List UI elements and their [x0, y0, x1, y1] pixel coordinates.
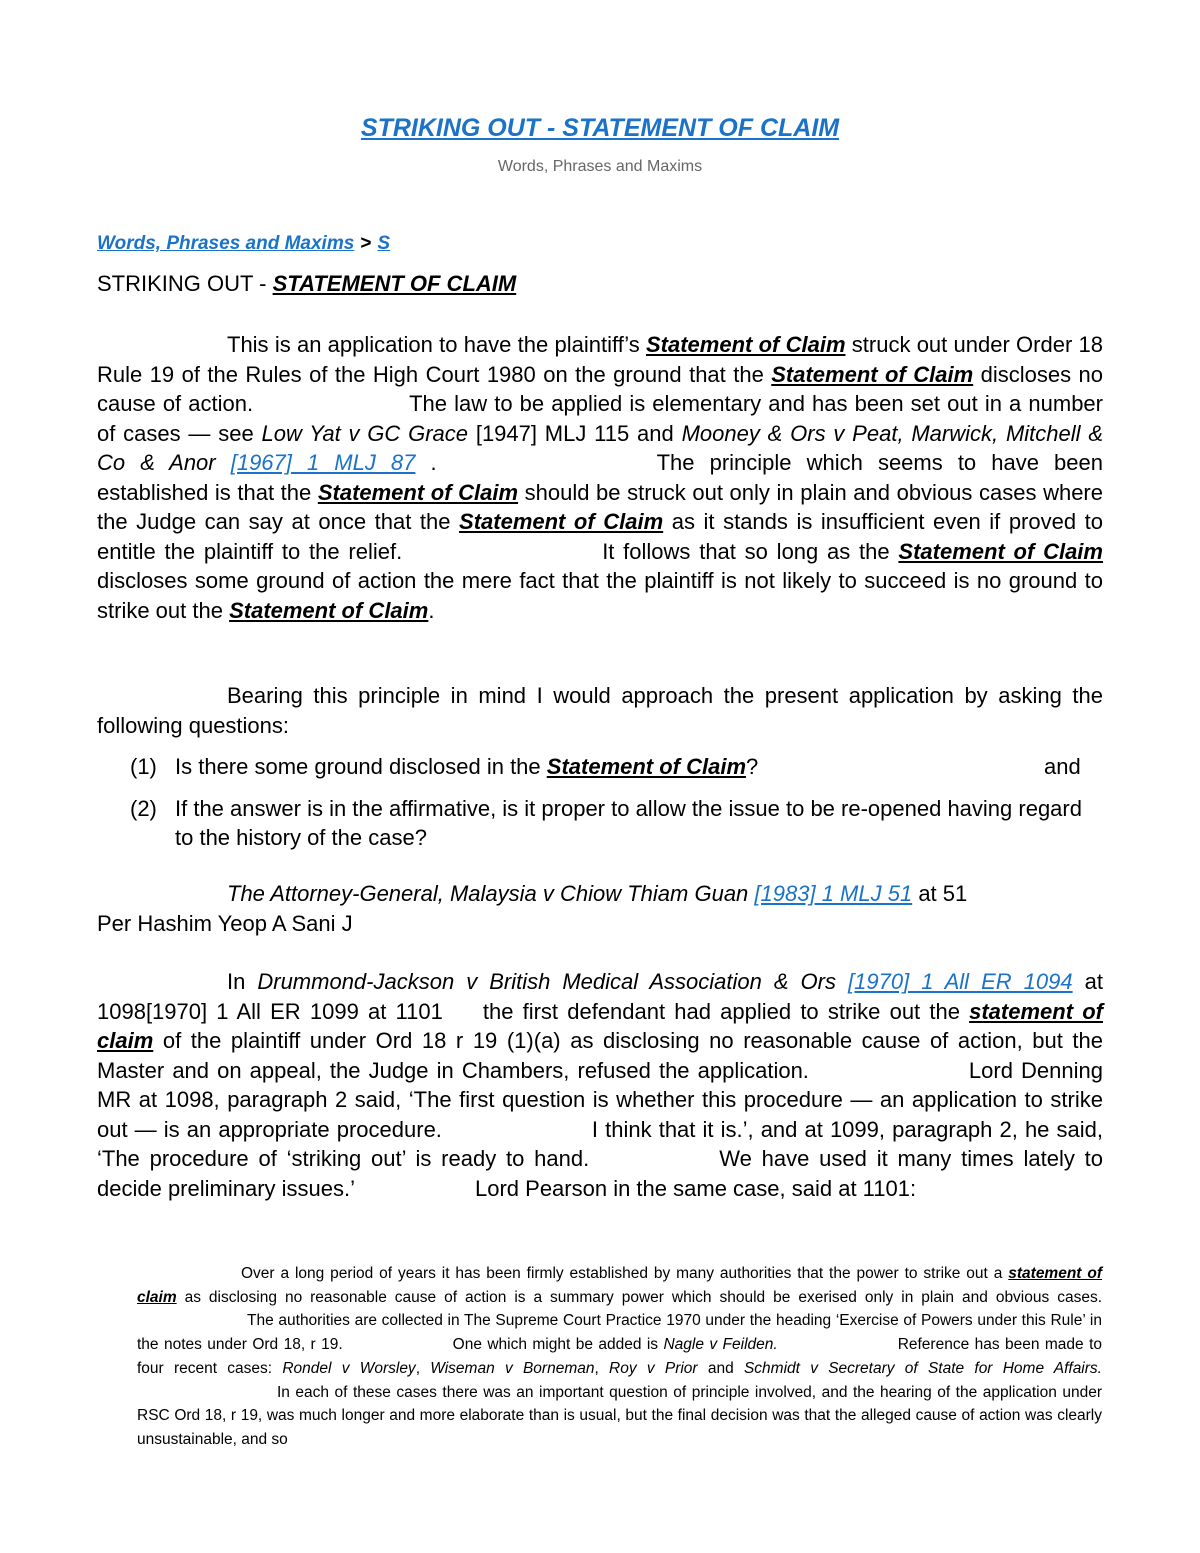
case-name: Roy v Prior — [609, 1359, 698, 1377]
p1-text-a: This is an application to have the plaintiff’s — [227, 332, 646, 357]
term-statement-of-claim: statement of claim — [97, 998, 1103, 1053]
p3-text-a: In — [227, 969, 258, 994]
case-name: Mooney & Ors v Peat, Marwick, Mitchell & Co & Anor — [97, 420, 1103, 475]
citation-link[interactable]: [1970] 1 All ER 1094 — [848, 969, 1073, 994]
term-statement-of-claim: Statement of Claim — [546, 754, 747, 779]
paragraph-3 — [97, 967, 1103, 1203]
term-statement-of-claim: Statement of Claim — [645, 332, 846, 357]
case-name: The Attorney-General, Malaysia v Chiow Thiam Guan — [227, 881, 749, 906]
citation-paragraph — [97, 879, 1103, 938]
p1-text-i: as it stands is insufficient even if proved to entitle the plaintiff to the relief. — [97, 509, 1103, 564]
p1-text-l: . — [428, 597, 435, 623]
citation-link[interactable]: [1983] 1 MLJ 51 — [754, 881, 913, 906]
p3-text-f: I think that it is.’, and at 1099, paragraph 2, he said, ‘The procedure of ‘striking out’ is ready to hand. — [97, 1116, 1103, 1171]
question-list — [97, 752, 1103, 853]
cite-at: at 51 — [912, 881, 968, 906]
list-item — [97, 752, 1103, 782]
p1-text-g: The principle which seems to have been established is that the — [97, 450, 1103, 505]
case-name: Schmidt v Secretary of State for Home Affairs. — [743, 1359, 1102, 1377]
case-name: Low Yat v GC Grace — [261, 420, 469, 446]
p1-text-e: [1947] MLJ 115 and — [468, 420, 682, 446]
p3-text-c: the first defendant had applied to strike out the — [482, 998, 970, 1024]
heading-term: STATEMENT OF CLAIM — [272, 271, 517, 296]
p3-text-b: at 1098[1970] 1 All ER 1099 at 1101 — [97, 969, 1103, 1024]
breadcrumb-root-link[interactable]: Words, Phrases and Maxims — [97, 233, 355, 254]
paragraph-2 — [97, 681, 1103, 740]
case-name: Nagle v Feilden. — [663, 1336, 778, 1354]
term-statement-of-claim: Statement of Claim — [898, 538, 1103, 564]
p3-text-d: of the plaintiff under Ord 18 r 19 (1)(a) as disclosing no reasonable cause of action, but the Master and on appeal, the Judge in Chambers, refused the application. — [97, 1028, 1103, 1083]
breadcrumb-letter-link[interactable]: S — [377, 233, 391, 254]
term-statement-of-claim: statement of claim — [137, 1265, 1102, 1306]
p1-text-c: discloses no cause of action. — [97, 361, 1104, 416]
block-quote: Over a long period of years it has been firmly established by many authorities that the power to strike out a statement of claim as disclosing no reasonable cause of action is a summary power which should be exerised only in plain and obvious cases.The authorities are collected in The Supreme Court Practice 1970 under the heading ‘Exercise of Powers under this Rule’ in the notes under Ord 18, r 19. One which might be added is Nagle v Feilden. Reference has been made to four recent cases: Rondel v Worsley, Wiseman v Borneman, Roy v Prior and Schmidt v Secretary of State for Home Affairs.In each of these cases there was an important question of principle involved, and the hearing of the application under RSC Ord 18, r 19, was much longer and more elaborate than is usual, but the final decision was that the alleged cause of action was clearly unsustainable, and so — [137, 1265, 1103, 1448]
case-name: Drummond-Jackson v British Medical Association & Ors — [257, 969, 836, 994]
quote-text-e: Reference has been made to four recent cases: — [137, 1336, 1103, 1377]
quote-text-c: The authorities are collected in The Supreme Court Practice 1970 under the heading ‘Exercise of Powers under this Rule’ in the notes under Ord 18, r 19. — [137, 1312, 1102, 1354]
quote-text-a: Over a long period of years it has been firmly established by many authorities that the power to strike out a — [241, 1265, 1009, 1282]
p1-text-h: should be struck out only in plain and obvious cases where the Judge can say at once that the — [97, 479, 1103, 534]
list-number: (1) — [130, 754, 157, 779]
paragraph-1 — [97, 330, 1103, 625]
q1-qmark: ? — [746, 754, 759, 779]
p3-text-h: Lord Pearson in the same case, said at 1101: — [475, 1175, 917, 1201]
q1-text: Is there some ground disclosed in the — [175, 754, 547, 779]
term-statement-of-claim: Statement of Claim — [459, 509, 664, 534]
term-statement-of-claim: Statement of Claim — [771, 361, 974, 387]
p1-text-f: . — [415, 450, 437, 475]
p1-text-j: It follows that so long as the — [602, 538, 899, 564]
quote-text-g: In each of these cases there was an important question of principle involved, and the hearing of the application under RSC Ord 18, r 19, was much longer and more elaborate than is usual, but the final decision was that the alleged cause of action was clearly unsustainable, and so — [137, 1383, 1102, 1448]
citation-link[interactable]: [1967] 1 MLJ 87 — [230, 450, 416, 475]
case-name: Rondel v Worsley — [282, 1359, 416, 1377]
p3-text-g: We have used it many times lately to decide preliminary issues.’ — [97, 1146, 1104, 1201]
term-statement-of-claim: Statement of Claim — [229, 597, 429, 623]
quote-text-d: One which might be added is — [452, 1336, 664, 1354]
breadcrumb — [97, 233, 390, 255]
q2-text: If the answer is in the affirmative, is it proper to allow the issue to be re-opened having regard to the history of the case? — [175, 795, 1082, 850]
p1-text-b: struck out under Order 18 Rule 19 of the Rules of the High Court 1980 on the ground that the — [97, 332, 1104, 387]
case-name: Wiseman v Borneman — [430, 1359, 595, 1377]
quote-text-b: as disclosing no reasonable cause of action is a summary power which should be exerised only in plain and obvious cases. — [176, 1288, 1102, 1306]
heading-prefix: STRIKING OUT - — [97, 271, 273, 296]
p2-text: Bearing this principle in mind I would approach the present application by asking the following questions: — [97, 683, 1103, 738]
p1-text-d: The law to be applied is elementary and has been set out in a number of cases — see — [97, 391, 1103, 446]
breadcrumb-separator: > — [360, 233, 372, 254]
list-item — [97, 794, 1103, 853]
p1-text-k: discloses some ground of action the mere fact that the plaintiff is not likely to succeed is no ground to strike out the — [97, 568, 1103, 623]
cite-judge: Per Hashim Yeop A Sani J — [97, 910, 353, 936]
list-number: (2) — [130, 795, 157, 821]
q1-and: and — [1044, 754, 1081, 779]
document-subtitle: Words, Phrases and Maxims — [497, 158, 703, 175]
term-statement-of-claim: Statement of Claim — [317, 479, 519, 505]
p3-text-e: Lord Denning MR at 1098, paragraph 2 said, ‘The first question is whether this procedure — an application to strike out — is an appropriate procedure. — [97, 1057, 1103, 1142]
section-heading — [97, 271, 516, 297]
document-title: STRIKING OUT - STATEMENT OF CLAIM — [360, 114, 840, 142]
